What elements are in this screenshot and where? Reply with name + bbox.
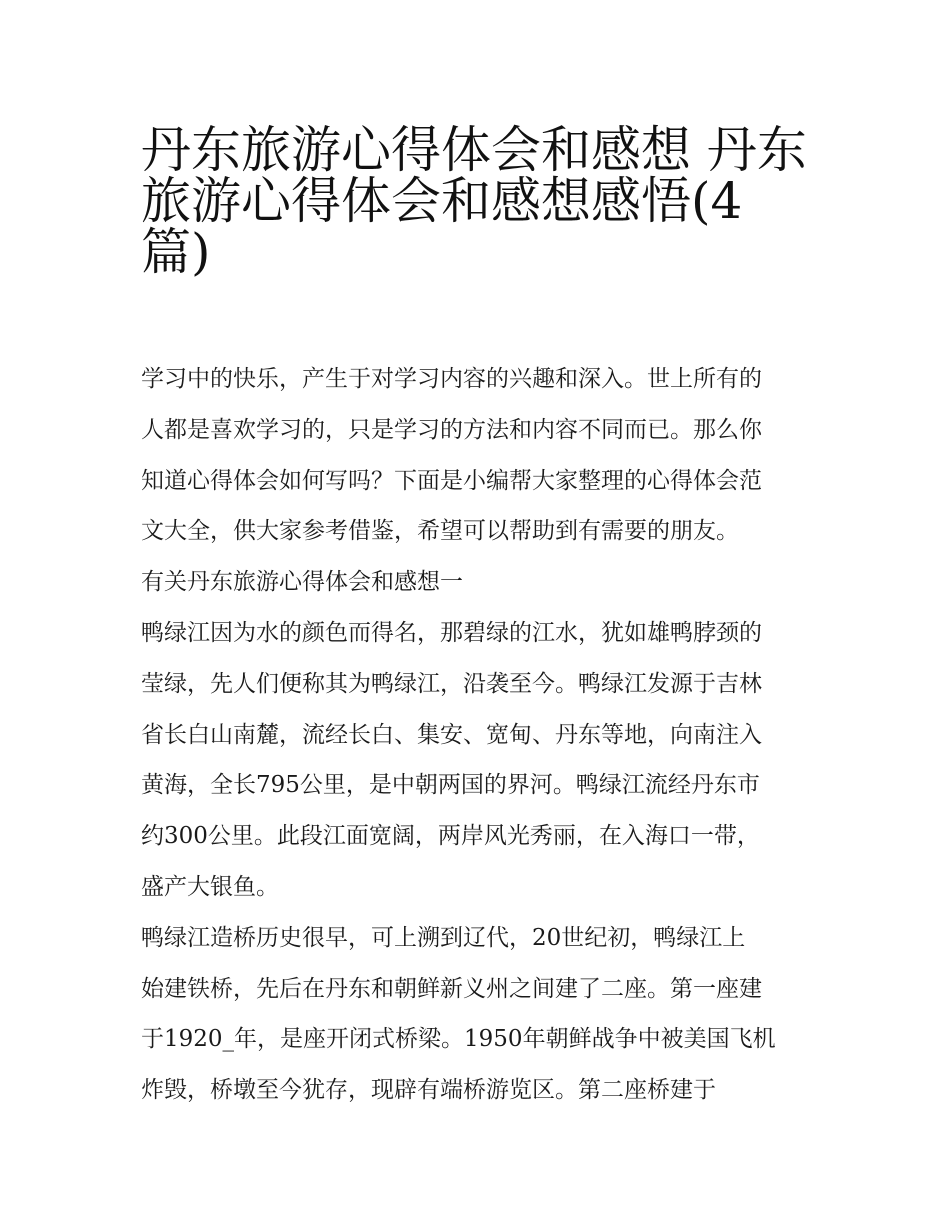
title-line: 旅游心得体会和感想感悟(4	[141, 171, 743, 230]
body-line: 鸭绿江造桥历史很早，可上溯到辽代，20世纪初，鸭绿江上	[141, 924, 746, 951]
document-title	[141, 112, 821, 281]
body-line: 省长白山南麓，流经长白、集安、宽甸、丹东等地，向南注入	[141, 721, 762, 748]
document-body	[141, 354, 821, 1116]
body-line: 学习中的快乐，产生于对学习内容的兴趣和深入。世上所有的	[141, 366, 762, 392]
body-line: 盛产大银鱼。	[141, 873, 279, 900]
body-line: 鸭绿江因为水的颜色而得名，那碧绿的江水，犹如雄鸭脖颈的	[141, 619, 762, 646]
section-heading: 有关丹东旅游心得体会和感想一	[141, 569, 463, 596]
body-line: 知道心得体会如何写吗？下面是小编帮大家整理的心得体会范	[141, 467, 762, 494]
body-line: 莹绿，先人们便称其为鸭绿江，沿袭至今。鸭绿江发源于吉林	[141, 670, 762, 697]
body-line: 文大全，供大家参考借鉴，希望可以帮助到有需要的朋友。	[141, 518, 739, 545]
body-line: 始建铁桥，先后在丹东和朝鲜新义州之间建了二座。第一座建	[141, 975, 762, 1002]
body-line: 人都是喜欢学习的，只是学习的方法和内容不同而已。那么你	[141, 416, 762, 443]
title-line: 丹东旅游心得体会和感想 丹东	[141, 121, 807, 179]
body-line: 于1920_年，是座开闭式桥梁。1950年朝鲜战争中被美国飞机	[141, 1026, 776, 1053]
title-line: 篇)	[141, 222, 211, 281]
body-line: 黄海，全长795公里，是中朝两国的界河。鸭绿江流经丹东市	[141, 772, 760, 799]
body-line: 约300公里。此段江面宽阔，两岸风光秀丽，在入海口一带，	[141, 823, 760, 850]
body-line: 炸毁，桥墩至今犹存，现辟有端桥游览区。第二座桥建于	[141, 1077, 716, 1104]
